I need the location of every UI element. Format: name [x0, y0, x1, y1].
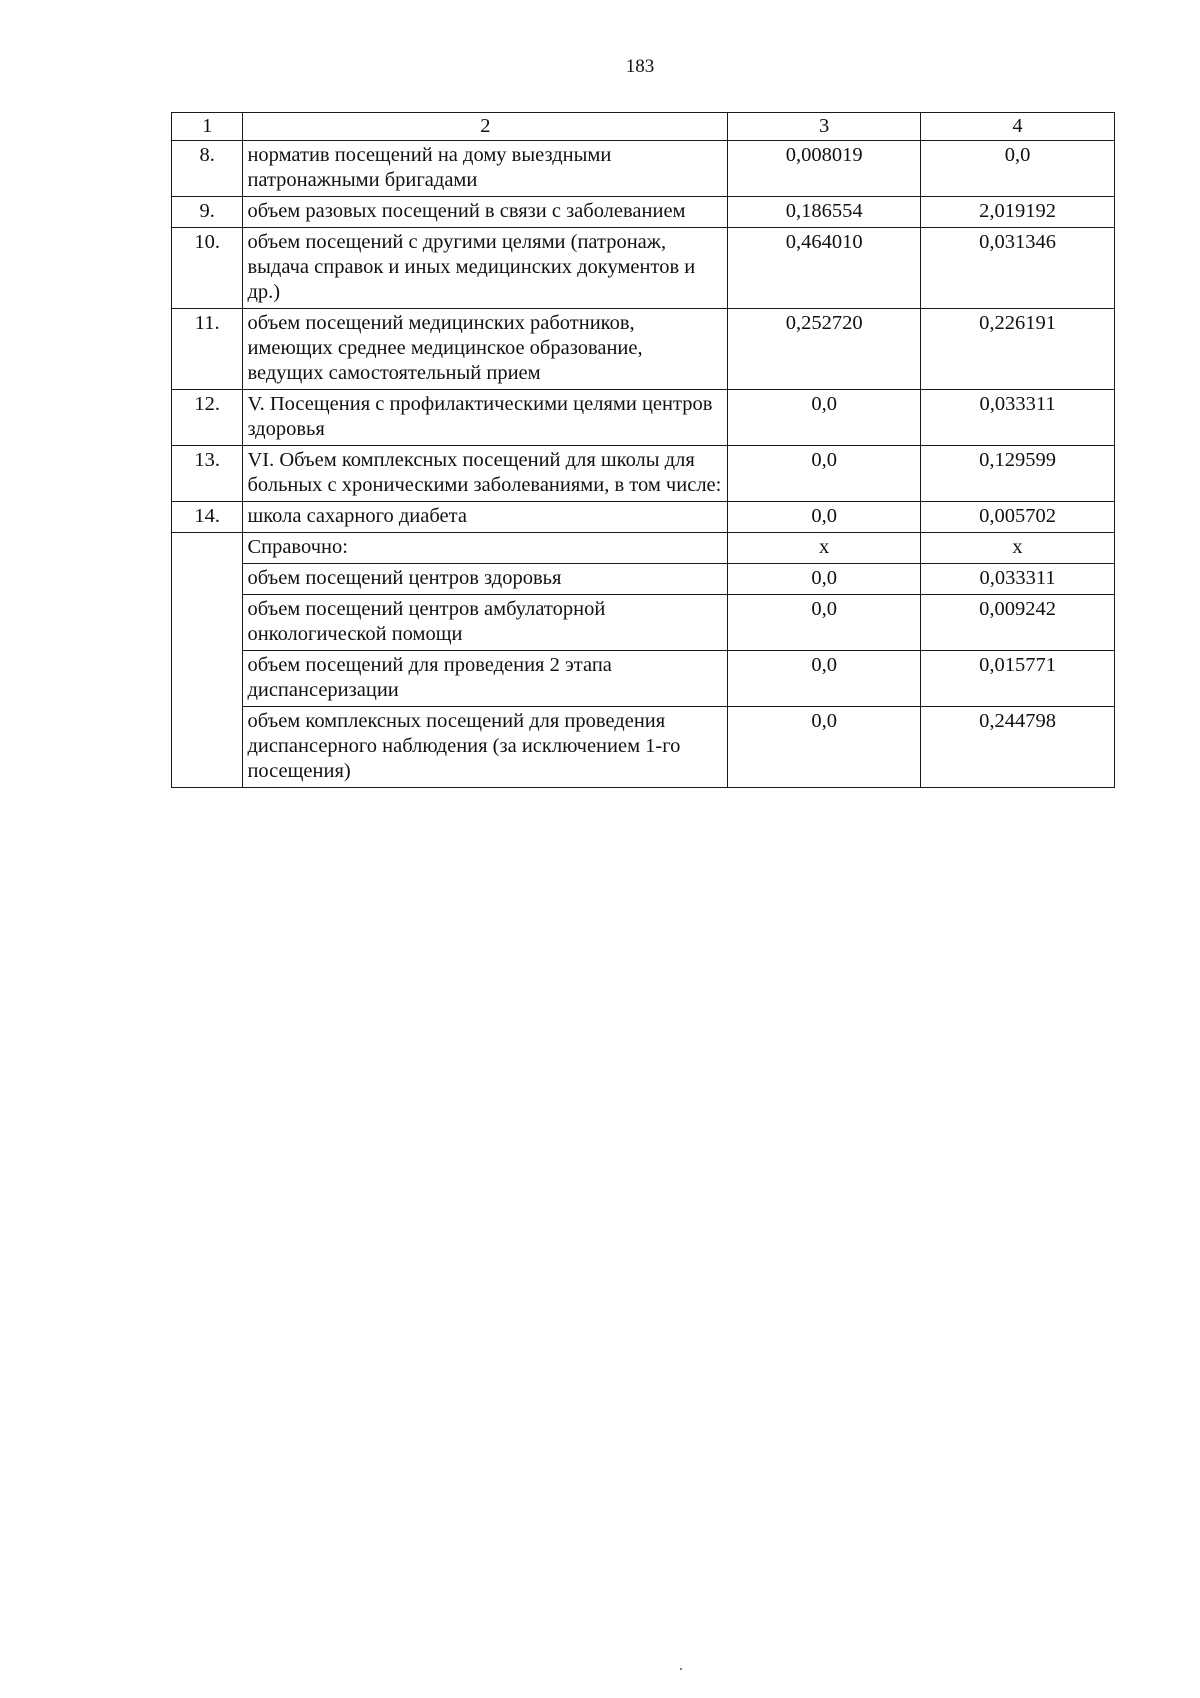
reference-name: объем посещений центров амбулаторной онкологической помощи: [243, 595, 728, 651]
reference-name: объем посещений для проведения 2 этапа диспансеризации: [243, 651, 728, 707]
row-value-col3: 0,008019: [728, 141, 921, 197]
row-number: 9.: [172, 197, 243, 228]
reference-value-col3: 0,0: [728, 707, 921, 788]
reference-value-col4: 0,015771: [921, 651, 1115, 707]
row-name: норматив посещений на дому выездными патронажными бригадами: [243, 141, 728, 197]
header-cell-3: 3: [728, 113, 921, 141]
row-name: объем разовых посещений в связи с заболеванием: [243, 197, 728, 228]
row-value-col4: 2,019192: [921, 197, 1115, 228]
row-value-col4: 0,226191: [921, 309, 1115, 390]
table-row: [172, 390, 1115, 446]
indicators-table: [171, 112, 1115, 788]
header-cell-4: 4: [921, 113, 1115, 141]
row-value-col4: 0,0: [921, 141, 1115, 197]
row-value-col4: 0,005702: [921, 502, 1115, 533]
row-name: объем посещений с другими целями (патронаж, выдача справок и иных медицинских документов и др.): [243, 228, 728, 309]
table-row: [172, 197, 1115, 228]
row-number: 11.: [172, 309, 243, 390]
row-value-col4: 0,129599: [921, 446, 1115, 502]
row-name: V. Посещения с профилактическими целями центров здоровья: [243, 390, 728, 446]
reference-value-col3: 0,0: [728, 595, 921, 651]
reference-number-cell: [172, 533, 243, 788]
row-value-col3: 0,0: [728, 502, 921, 533]
table-row: [172, 502, 1115, 533]
reference-row: [172, 564, 1115, 595]
row-value-col3: 0,0: [728, 446, 921, 502]
reference-value-col4: х: [921, 533, 1115, 564]
reference-value-col4: 0,009242: [921, 595, 1115, 651]
row-number: 13.: [172, 446, 243, 502]
header-cell-1: 1: [172, 113, 243, 141]
reference-value-col3: х: [728, 533, 921, 564]
scan-speck: [680, 1668, 682, 1670]
row-value-col3: 0,0: [728, 390, 921, 446]
reference-row: [172, 595, 1115, 651]
row-number: 8.: [172, 141, 243, 197]
reference-row: [172, 651, 1115, 707]
reference-value-col3: 0,0: [728, 651, 921, 707]
table-row: [172, 141, 1115, 197]
row-value-col3: 0,252720: [728, 309, 921, 390]
table-header-row: [172, 113, 1115, 141]
row-number: 12.: [172, 390, 243, 446]
row-value-col3: 0,464010: [728, 228, 921, 309]
row-value-col4: 0,033311: [921, 390, 1115, 446]
reference-name: Справочно:: [243, 533, 728, 564]
row-number: 14.: [172, 502, 243, 533]
reference-value-col3: 0,0: [728, 564, 921, 595]
row-value-col4: 0,031346: [921, 228, 1115, 309]
row-number: 10.: [172, 228, 243, 309]
reference-value-col4: 0,033311: [921, 564, 1115, 595]
row-name: VI. Объем комплексных посещений для школы для больных с хроническими заболеваниями, в том числе:: [243, 446, 728, 502]
row-value-col3: 0,186554: [728, 197, 921, 228]
table-row: [172, 309, 1115, 390]
row-name: школа сахарного диабета: [243, 502, 728, 533]
reference-name: объем комплексных посещений для проведения диспансерного наблюдения (за исключением 1-го посещения): [243, 707, 728, 788]
table-row: [172, 446, 1115, 502]
reference-name: объем посещений центров здоровья: [243, 564, 728, 595]
header-cell-2: 2: [243, 113, 728, 141]
reference-value-col4: 0,244798: [921, 707, 1115, 788]
table-row: [172, 228, 1115, 309]
row-name: объем посещений медицинских работников, имеющих среднее медицинское образование, ведущих самостоятельный прием: [243, 309, 728, 390]
page-number: 183: [625, 56, 655, 77]
reference-row: [172, 707, 1115, 788]
reference-row: [172, 533, 1115, 564]
